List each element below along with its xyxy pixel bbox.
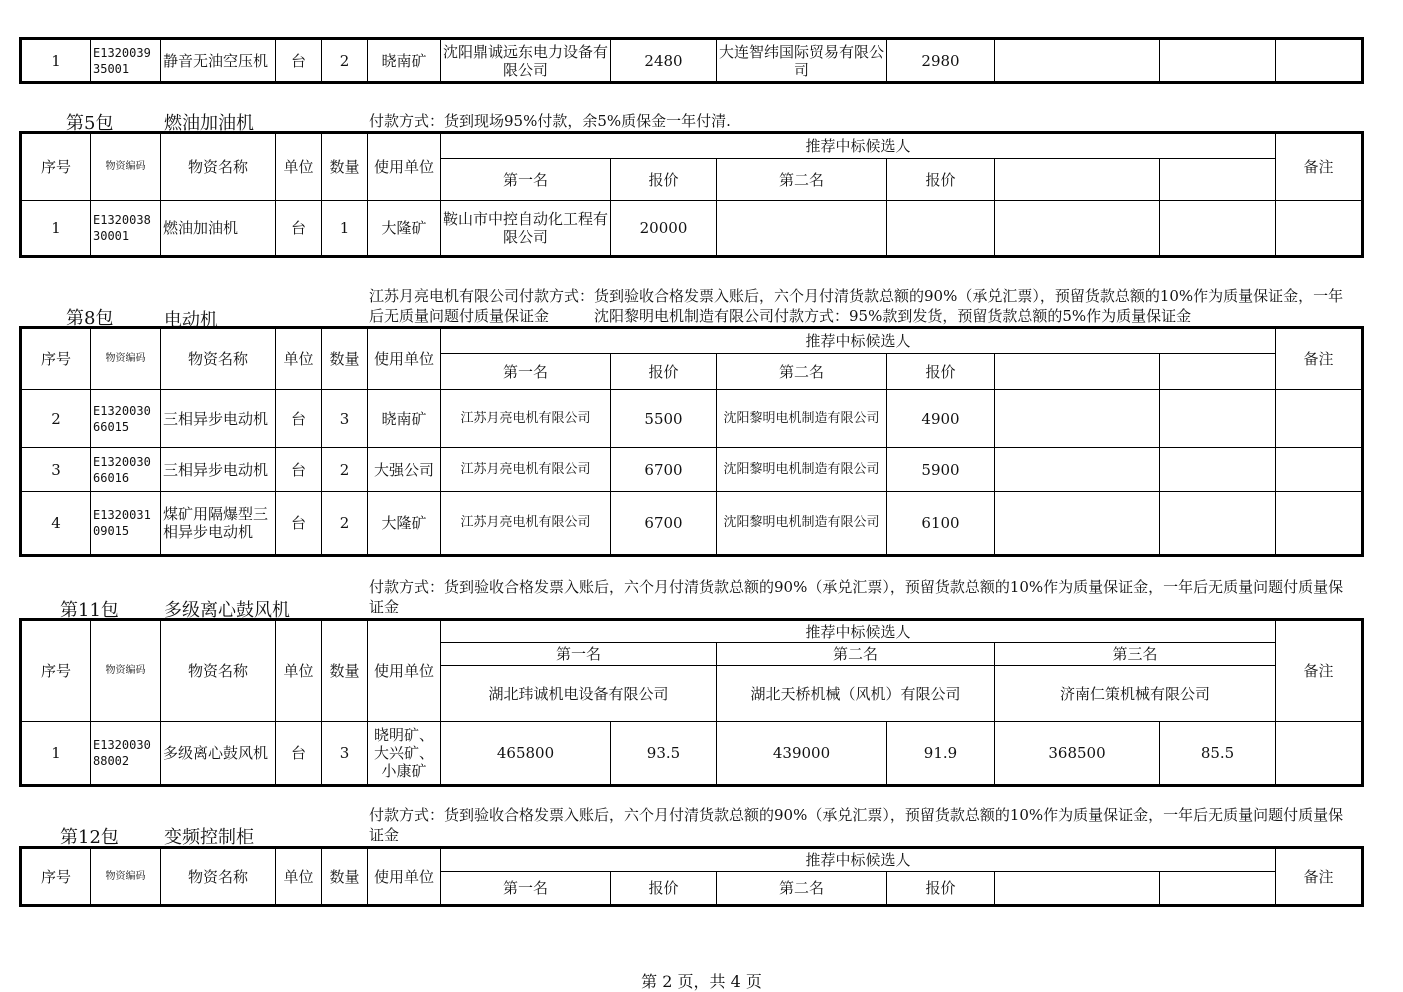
code-cell: E132003935001 <box>91 39 161 83</box>
payment-terms: 付款方式：货到验收合格发票入账后，六个月付清货款总额的90%（承兑汇票），预留货款总额的10%作为质量保证金，一年后无质量问题付质量保证金 <box>369 806 1344 844</box>
user-cell: 大强公司 <box>368 448 441 492</box>
candidate-2-cell: 大连智纬国际贸易有限公司 <box>717 39 887 83</box>
qty-cell: 2 <box>322 448 368 492</box>
remark-cell <box>1276 492 1363 556</box>
candidate-1-cell: 江苏月亮电机有限公司 <box>441 448 611 492</box>
seq-cell: 4 <box>21 492 91 556</box>
seq-cell: 1 <box>21 722 91 786</box>
page-footer: 第 2 页，共 4 页 <box>641 972 762 991</box>
empty-cell <box>995 354 1160 390</box>
name-cell: 煤矿用隔爆型三相异步电动机 <box>161 492 276 556</box>
payment-terms: 付款方式：货到验收合格发票入账后，六个月付清货款总额的90%（承兑汇票），预留货款总额的10%作为质量保证金，一年后无质量问题付质量保证金 <box>369 578 1344 616</box>
table-row <box>21 448 1363 492</box>
candidate-2-cell: 沈阳黎明电机制造有限公司 <box>717 390 887 448</box>
header-price: 报价 <box>611 354 717 390</box>
name-cell: 三相异步电动机 <box>161 390 276 448</box>
package-title: 变频控制柜 <box>164 827 254 848</box>
price-1-cell: 6700 <box>611 492 717 556</box>
candidate-2-cell: 沈阳黎明电机制造有限公司 <box>717 448 887 492</box>
name-cell: 三相异步电动机 <box>161 448 276 492</box>
price-2-cell: 2980 <box>887 39 995 83</box>
header-first: 第一名 <box>441 872 611 906</box>
qty-cell: 2 <box>322 492 368 556</box>
candidate-3-name: 济南仁策机械有限公司 <box>995 666 1276 722</box>
empty-cell <box>1160 354 1276 390</box>
candidate-2-cell <box>717 201 887 257</box>
code-cell: E132003109015 <box>91 492 161 556</box>
header-price: 报价 <box>887 872 995 906</box>
header-qty: 数量 <box>322 848 368 906</box>
empty-cell <box>1160 492 1276 556</box>
header-candidates: 推荐中标候选人 <box>441 133 1276 159</box>
candidate-3-score: 85.5 <box>1160 722 1276 786</box>
remark-cell <box>1276 448 1363 492</box>
remark-cell <box>1276 201 1363 257</box>
header-unit: 单位 <box>276 848 322 906</box>
unit-cell: 台 <box>276 390 322 448</box>
unit-cell: 台 <box>276 492 322 556</box>
header-qty: 数量 <box>322 328 368 390</box>
price-1-cell: 2480 <box>611 39 717 83</box>
remark-cell <box>1276 39 1363 83</box>
package-title: 燃油加油机 <box>164 113 254 134</box>
empty-cell <box>995 39 1160 83</box>
payment-terms: 付款方式：货到现场95%付款，余5%质保金一年付清. <box>369 112 731 130</box>
header-qty: 数量 <box>322 133 368 201</box>
header-first: 第一名 <box>441 354 611 390</box>
empty-cell <box>1160 201 1276 257</box>
package-12-table <box>19 846 1364 907</box>
remark-cell <box>1276 722 1363 786</box>
payment-terms: 江苏月亮电机有限公司付款方式：货到验收合格发票入账后，六个月付清货款总额的90%（承兑汇票），预留货款总额的10%作为质量保证金，一年后无质量问题付质量保证金 沈阳黎明电机制造有限公司付款方式：95%款到发货，预留货款总额的5%作为质量保证金 <box>369 287 1344 325</box>
empty-cell <box>995 159 1160 201</box>
user-cell: 晓南矿 <box>368 390 441 448</box>
candidate-2-name: 湖北天桥机械（风机）有限公司 <box>717 666 995 722</box>
package-title: 多级离心鼓风机 <box>164 600 290 621</box>
header-name: 物资名称 <box>161 133 276 201</box>
header-remark: 备注 <box>1276 620 1363 722</box>
price-2-cell: 6100 <box>887 492 995 556</box>
empty-cell <box>1160 390 1276 448</box>
empty-cell <box>995 492 1160 556</box>
package-label: 第11包 <box>60 600 119 621</box>
header-seq: 序号 <box>21 133 91 201</box>
table-row <box>21 39 1363 83</box>
table-row <box>21 492 1363 556</box>
header-candidates: 推荐中标候选人 <box>441 328 1276 354</box>
header-code: 物资编码 <box>91 328 161 390</box>
header-second: 第二名 <box>717 872 887 906</box>
header-price: 报价 <box>611 872 717 906</box>
unit-cell: 台 <box>276 448 322 492</box>
price-2-cell <box>887 201 995 257</box>
seq-cell: 1 <box>21 39 91 83</box>
header-user: 使用单位 <box>368 848 441 906</box>
header-seq: 序号 <box>21 620 91 722</box>
header-unit: 单位 <box>276 133 322 201</box>
candidate-3-price: 368500 <box>995 722 1160 786</box>
header-name: 物资名称 <box>161 620 276 722</box>
candidate-1-cell: 江苏月亮电机有限公司 <box>441 390 611 448</box>
qty-cell: 2 <box>322 39 368 83</box>
user-cell: 晓南矿 <box>368 39 441 83</box>
code-cell: E132003088002 <box>91 722 161 786</box>
empty-cell <box>995 448 1160 492</box>
seq-cell: 2 <box>21 390 91 448</box>
empty-cell <box>995 201 1160 257</box>
table-row <box>21 390 1363 448</box>
header-user: 使用单位 <box>368 133 441 201</box>
code-cell: E132003830001 <box>91 201 161 257</box>
header-code: 物资编码 <box>91 620 161 722</box>
header-qty: 数量 <box>322 620 368 722</box>
header-name: 物资名称 <box>161 328 276 390</box>
header-unit: 单位 <box>276 620 322 722</box>
header-first: 第一名 <box>441 643 717 666</box>
header-price: 报价 <box>611 159 717 201</box>
header-name: 物资名称 <box>161 848 276 906</box>
remark-cell <box>1276 390 1363 448</box>
user-cell: 大隆矿 <box>368 492 441 556</box>
package-label: 第12包 <box>60 827 119 848</box>
package-5-table <box>19 131 1364 258</box>
header-seq: 序号 <box>21 328 91 390</box>
empty-cell <box>1160 872 1276 906</box>
package-11-table <box>19 618 1364 787</box>
empty-cell <box>995 872 1160 906</box>
header-second: 第二名 <box>717 643 995 666</box>
top-package-table <box>19 37 1364 84</box>
qty-cell: 3 <box>322 722 368 786</box>
header-code: 物资编码 <box>91 848 161 906</box>
header-third: 第三名 <box>995 643 1276 666</box>
candidate-1-cell: 沈阳鼎诚远东电力设备有限公司 <box>441 39 611 83</box>
code-cell: E132003066016 <box>91 448 161 492</box>
unit-cell: 台 <box>276 201 322 257</box>
header-second: 第二名 <box>717 159 887 201</box>
name-cell: 燃油加油机 <box>161 201 276 257</box>
price-1-cell: 20000 <box>611 201 717 257</box>
header-remark: 备注 <box>1276 848 1363 906</box>
header-unit: 单位 <box>276 328 322 390</box>
header-first: 第一名 <box>441 159 611 201</box>
header-remark: 备注 <box>1276 328 1363 390</box>
candidate-1-cell: 鞍山市中控自动化工程有限公司 <box>441 201 611 257</box>
empty-cell <box>1160 39 1276 83</box>
candidate-2-cell: 沈阳黎明电机制造有限公司 <box>717 492 887 556</box>
header-price: 报价 <box>887 159 995 201</box>
package-label: 第5包 <box>66 113 114 134</box>
empty-cell <box>995 390 1160 448</box>
table-row <box>21 722 1363 786</box>
package-8-table <box>19 326 1364 557</box>
unit-cell: 台 <box>276 39 322 83</box>
user-cell: 大隆矿 <box>368 201 441 257</box>
price-2-cell: 4900 <box>887 390 995 448</box>
header-second: 第二名 <box>717 354 887 390</box>
seq-cell: 3 <box>21 448 91 492</box>
price-2-cell: 5900 <box>887 448 995 492</box>
name-cell: 多级离心鼓风机 <box>161 722 276 786</box>
candidate-1-price: 465800 <box>441 722 611 786</box>
header-remark: 备注 <box>1276 133 1363 201</box>
table-row <box>21 201 1363 257</box>
user-cell: 晓明矿、大兴矿、小康矿 <box>368 722 441 786</box>
header-seq: 序号 <box>21 848 91 906</box>
header-candidates: 推荐中标候选人 <box>441 620 1276 643</box>
header-candidates: 推荐中标候选人 <box>441 848 1276 872</box>
header-code: 物资编码 <box>91 133 161 201</box>
qty-cell: 3 <box>322 390 368 448</box>
name-cell: 静音无油空压机 <box>161 39 276 83</box>
candidate-2-score: 91.9 <box>887 722 995 786</box>
candidate-1-cell: 江苏月亮电机有限公司 <box>441 492 611 556</box>
code-cell: E132003066015 <box>91 390 161 448</box>
candidate-1-score: 93.5 <box>611 722 717 786</box>
header-user: 使用单位 <box>368 328 441 390</box>
empty-cell <box>1160 159 1276 201</box>
price-1-cell: 6700 <box>611 448 717 492</box>
header-user: 使用单位 <box>368 620 441 722</box>
package-label: 第8包 <box>66 308 114 329</box>
unit-cell: 台 <box>276 722 322 786</box>
package-title: 电动机 <box>164 310 218 331</box>
qty-cell: 1 <box>322 201 368 257</box>
candidate-1-name: 湖北玮诚机电设备有限公司 <box>441 666 717 722</box>
candidate-2-price: 439000 <box>717 722 887 786</box>
header-price: 报价 <box>887 354 995 390</box>
price-1-cell: 5500 <box>611 390 717 448</box>
empty-cell <box>1160 448 1276 492</box>
seq-cell: 1 <box>21 201 91 257</box>
